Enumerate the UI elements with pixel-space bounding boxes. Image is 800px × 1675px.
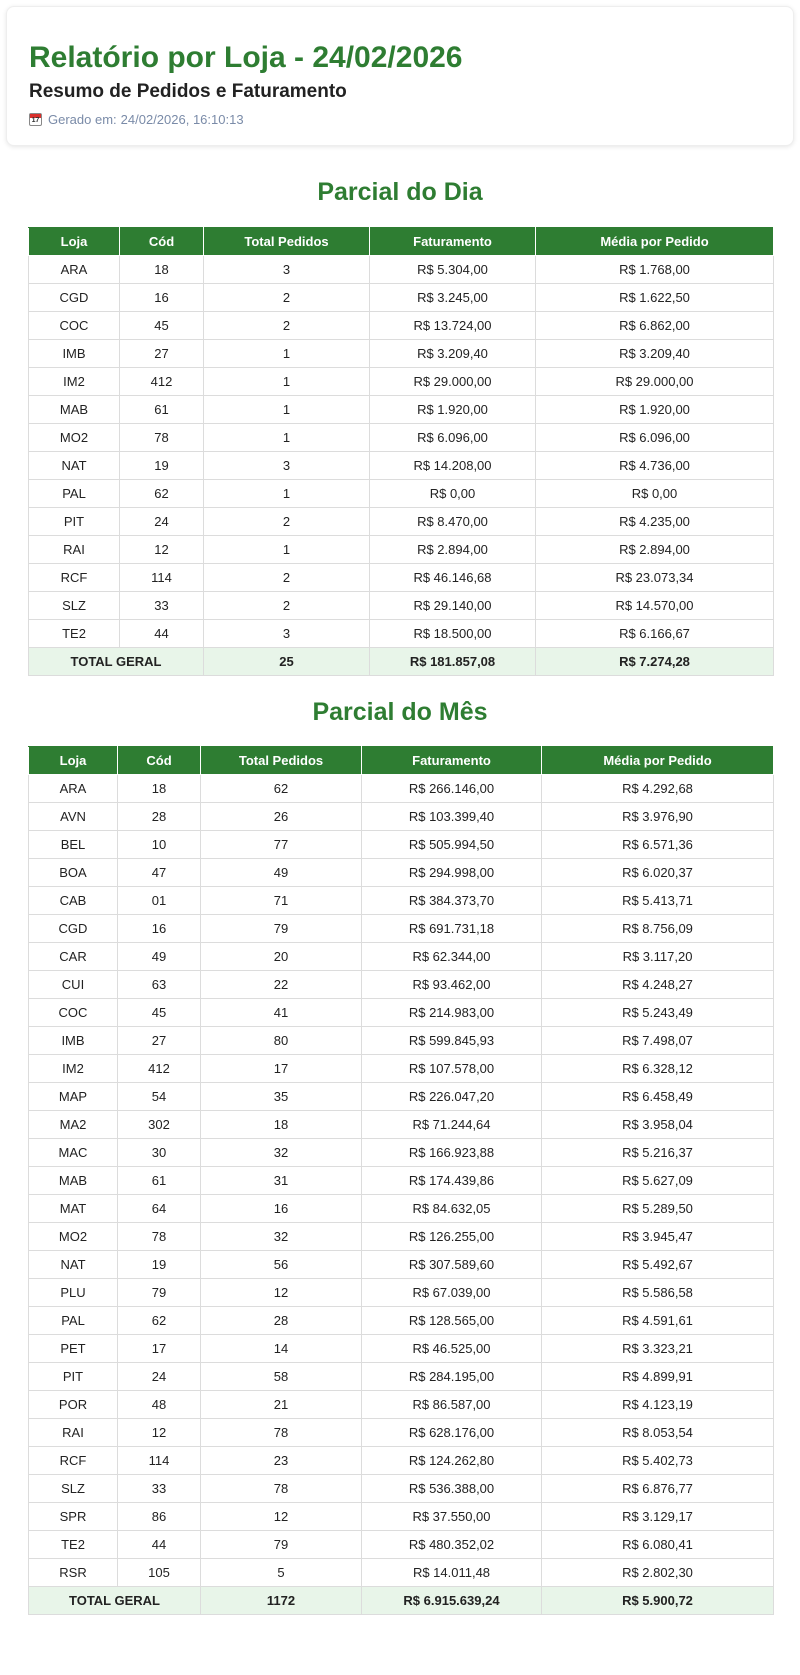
cell-loja: MO2 — [29, 1223, 118, 1251]
table-row — [29, 1531, 774, 1559]
daily-table-body — [29, 256, 774, 648]
col-total-pedidos: Total Pedidos — [201, 747, 362, 775]
cell-media-pedido: R$ 3.958,04 — [542, 1111, 774, 1139]
cell-total-pedidos: 32 — [201, 1223, 362, 1251]
cell-faturamento: R$ 8.470,00 — [370, 508, 536, 536]
cell-loja: BOA — [29, 859, 118, 887]
cell-media-pedido: R$ 5.216,37 — [542, 1139, 774, 1167]
cell-media-pedido: R$ 5.402,73 — [542, 1447, 774, 1475]
cell-media-pedido: R$ 3.945,47 — [542, 1223, 774, 1251]
cell-loja: NAT — [29, 452, 120, 480]
cell-faturamento: R$ 124.262,80 — [362, 1447, 542, 1475]
cell-loja: IMB — [29, 1027, 118, 1055]
cell-faturamento: R$ 505.994,50 — [362, 831, 542, 859]
cell-loja: BEL — [29, 831, 118, 859]
total-pedidos: 1172 — [201, 1587, 362, 1615]
report-header — [6, 6, 794, 146]
cell-media-pedido: R$ 4.899,91 — [542, 1363, 774, 1391]
cell-loja: MA2 — [29, 1111, 118, 1139]
cell-loja: SLZ — [29, 592, 120, 620]
cell-media-pedido: R$ 4.736,00 — [536, 452, 774, 480]
cell-loja: CGD — [29, 284, 120, 312]
cell-cod: 78 — [120, 424, 204, 452]
cell-cod: 62 — [120, 480, 204, 508]
cell-faturamento: R$ 18.500,00 — [370, 620, 536, 648]
cell-media-pedido: R$ 23.073,34 — [536, 564, 774, 592]
monthly-total-row — [29, 1587, 774, 1615]
cell-total-pedidos: 1 — [204, 424, 370, 452]
cell-media-pedido: R$ 5.413,71 — [542, 887, 774, 915]
cell-total-pedidos: 23 — [201, 1447, 362, 1475]
cell-faturamento: R$ 14.208,00 — [370, 452, 536, 480]
cell-loja: CUI — [29, 971, 118, 999]
table-row — [29, 592, 774, 620]
table-row — [29, 1419, 774, 1447]
cell-loja: PIT — [29, 508, 120, 536]
table-row — [29, 1223, 774, 1251]
cell-loja: IM2 — [29, 368, 120, 396]
cell-cod: 24 — [118, 1363, 201, 1391]
cell-faturamento: R$ 107.578,00 — [362, 1055, 542, 1083]
cell-media-pedido: R$ 4.248,27 — [542, 971, 774, 999]
cell-faturamento: R$ 46.146,68 — [370, 564, 536, 592]
cell-cod: 30 — [118, 1139, 201, 1167]
table-row — [29, 368, 774, 396]
cell-total-pedidos: 28 — [201, 1307, 362, 1335]
cell-faturamento: R$ 6.096,00 — [370, 424, 536, 452]
cell-loja: PAL — [29, 480, 120, 508]
total-pedidos: 25 — [204, 648, 370, 676]
cell-total-pedidos: 2 — [204, 284, 370, 312]
table-row — [29, 915, 774, 943]
cell-cod: 12 — [118, 1419, 201, 1447]
cell-faturamento: R$ 284.195,00 — [362, 1363, 542, 1391]
table-row — [29, 424, 774, 452]
cell-faturamento: R$ 294.998,00 — [362, 859, 542, 887]
cell-faturamento: R$ 71.244,64 — [362, 1111, 542, 1139]
col-loja: Loja — [29, 228, 120, 256]
cell-faturamento: R$ 86.587,00 — [362, 1391, 542, 1419]
daily-section-title: Parcial do Dia — [317, 178, 483, 206]
total-label: TOTAL GERAL — [29, 648, 204, 676]
table-row — [29, 340, 774, 368]
table-row — [29, 536, 774, 564]
col-faturamento: Faturamento — [362, 747, 542, 775]
table-row — [29, 999, 774, 1027]
cell-total-pedidos: 41 — [201, 999, 362, 1027]
cell-total-pedidos: 31 — [201, 1167, 362, 1195]
cell-faturamento: R$ 0,00 — [370, 480, 536, 508]
table-row — [29, 1167, 774, 1195]
daily-table — [28, 227, 774, 676]
cell-total-pedidos: 80 — [201, 1027, 362, 1055]
table-row — [29, 1279, 774, 1307]
cell-loja: CAB — [29, 887, 118, 915]
cell-total-pedidos: 77 — [201, 831, 362, 859]
cell-media-pedido: R$ 4.591,61 — [542, 1307, 774, 1335]
table-row — [29, 284, 774, 312]
cell-total-pedidos: 49 — [201, 859, 362, 887]
monthly-table-body — [29, 775, 774, 1587]
cell-loja: POR — [29, 1391, 118, 1419]
cell-total-pedidos: 3 — [204, 256, 370, 284]
cell-loja: NAT — [29, 1251, 118, 1279]
cell-loja: TE2 — [29, 620, 120, 648]
cell-cod: 114 — [118, 1447, 201, 1475]
cell-cod: 86 — [118, 1503, 201, 1531]
cell-cod: 24 — [120, 508, 204, 536]
cell-cod: 17 — [118, 1335, 201, 1363]
cell-loja: RCF — [29, 564, 120, 592]
cell-cod: 63 — [118, 971, 201, 999]
cell-faturamento: R$ 2.894,00 — [370, 536, 536, 564]
cell-cod: 18 — [118, 775, 201, 803]
cell-faturamento: R$ 29.140,00 — [370, 592, 536, 620]
cell-loja: MAP — [29, 1083, 118, 1111]
cell-loja: PAL — [29, 1307, 118, 1335]
cell-media-pedido: R$ 6.020,37 — [542, 859, 774, 887]
cell-total-pedidos: 56 — [201, 1251, 362, 1279]
cell-cod: 27 — [118, 1027, 201, 1055]
table-row — [29, 803, 774, 831]
cell-loja: IMB — [29, 340, 120, 368]
cell-loja: MO2 — [29, 424, 120, 452]
cell-media-pedido: R$ 1.920,00 — [536, 396, 774, 424]
col-total-pedidos: Total Pedidos — [204, 228, 370, 256]
cell-cod: 16 — [118, 915, 201, 943]
cell-media-pedido: R$ 6.458,49 — [542, 1083, 774, 1111]
table-row — [29, 1055, 774, 1083]
cell-loja: COC — [29, 999, 118, 1027]
daily-total-row — [29, 648, 774, 676]
table-row — [29, 859, 774, 887]
cell-total-pedidos: 16 — [201, 1195, 362, 1223]
monthly-section-title: Parcial do Mês — [312, 698, 488, 726]
cell-media-pedido: R$ 5.492,67 — [542, 1251, 774, 1279]
cell-media-pedido: R$ 6.571,36 — [542, 831, 774, 859]
total-label: TOTAL GERAL — [29, 1587, 201, 1615]
total-faturamento: R$ 181.857,08 — [370, 648, 536, 676]
cell-total-pedidos: 17 — [201, 1055, 362, 1083]
cell-total-pedidos: 12 — [201, 1279, 362, 1307]
col-media-pedido: Média por Pedido — [536, 228, 774, 256]
cell-media-pedido: R$ 6.166,67 — [536, 620, 774, 648]
col-cod: Cód — [120, 228, 204, 256]
cell-loja: MAB — [29, 1167, 118, 1195]
cell-cod: 114 — [120, 564, 204, 592]
cell-cod: 49 — [118, 943, 201, 971]
cell-loja: CGD — [29, 915, 118, 943]
cell-faturamento: R$ 691.731,18 — [362, 915, 542, 943]
cell-faturamento: R$ 103.399,40 — [362, 803, 542, 831]
table-row — [29, 1139, 774, 1167]
cell-total-pedidos: 1 — [204, 340, 370, 368]
cell-loja: COC — [29, 312, 120, 340]
table-row — [29, 480, 774, 508]
table-row — [29, 1447, 774, 1475]
cell-faturamento: R$ 3.245,00 — [370, 284, 536, 312]
cell-cod: 10 — [118, 831, 201, 859]
cell-loja: SPR — [29, 1503, 118, 1531]
cell-cod: 27 — [120, 340, 204, 368]
cell-total-pedidos: 58 — [201, 1363, 362, 1391]
cell-media-pedido: R$ 29.000,00 — [536, 368, 774, 396]
table-row — [29, 1363, 774, 1391]
cell-total-pedidos: 18 — [201, 1111, 362, 1139]
cell-media-pedido: R$ 5.627,09 — [542, 1167, 774, 1195]
cell-faturamento: R$ 29.000,00 — [370, 368, 536, 396]
table-row — [29, 508, 774, 536]
table-row — [29, 1195, 774, 1223]
cell-total-pedidos: 1 — [204, 396, 370, 424]
cell-loja: RCF — [29, 1447, 118, 1475]
cell-media-pedido: R$ 3.129,17 — [542, 1503, 774, 1531]
table-row — [29, 1475, 774, 1503]
cell-total-pedidos: 2 — [204, 564, 370, 592]
cell-loja: CAR — [29, 943, 118, 971]
generated-label: Gerado em: — [48, 112, 117, 127]
cell-faturamento: R$ 37.550,00 — [362, 1503, 542, 1531]
cell-total-pedidos: 35 — [201, 1083, 362, 1111]
cell-cod: 47 — [118, 859, 201, 887]
cell-total-pedidos: 20 — [201, 943, 362, 971]
cell-loja: RAI — [29, 1419, 118, 1447]
cell-loja: MAC — [29, 1139, 118, 1167]
cell-total-pedidos: 62 — [201, 775, 362, 803]
cell-cod: 16 — [120, 284, 204, 312]
cell-cod: 44 — [120, 620, 204, 648]
cell-faturamento: R$ 266.146,00 — [362, 775, 542, 803]
cell-faturamento: R$ 128.565,00 — [362, 1307, 542, 1335]
table-row — [29, 1083, 774, 1111]
total-media: R$ 5.900,72 — [542, 1587, 774, 1615]
cell-cod: 18 — [120, 256, 204, 284]
cell-loja: ARA — [29, 256, 120, 284]
cell-cod: 45 — [120, 312, 204, 340]
cell-total-pedidos: 79 — [201, 915, 362, 943]
cell-loja: IM2 — [29, 1055, 118, 1083]
table-row — [29, 887, 774, 915]
cell-loja: RAI — [29, 536, 120, 564]
cell-cod: 64 — [118, 1195, 201, 1223]
cell-cod: 45 — [118, 999, 201, 1027]
cell-total-pedidos: 3 — [204, 452, 370, 480]
cell-total-pedidos: 3 — [204, 620, 370, 648]
table-row — [29, 943, 774, 971]
cell-faturamento: R$ 14.011,48 — [362, 1559, 542, 1587]
cell-faturamento: R$ 307.589,60 — [362, 1251, 542, 1279]
cell-media-pedido: R$ 8.053,54 — [542, 1419, 774, 1447]
cell-faturamento: R$ 384.373,70 — [362, 887, 542, 915]
cell-cod: 412 — [120, 368, 204, 396]
cell-loja: RSR — [29, 1559, 118, 1587]
cell-media-pedido: R$ 5.289,50 — [542, 1195, 774, 1223]
table-row — [29, 1307, 774, 1335]
table-row — [29, 1391, 774, 1419]
cell-faturamento: R$ 3.209,40 — [370, 340, 536, 368]
cell-cod: 412 — [118, 1055, 201, 1083]
cell-media-pedido: R$ 6.876,77 — [542, 1475, 774, 1503]
table-row — [29, 256, 774, 284]
cell-media-pedido: R$ 3.117,20 — [542, 943, 774, 971]
cell-cod: 33 — [118, 1475, 201, 1503]
cell-total-pedidos: 21 — [201, 1391, 362, 1419]
cell-cod: 61 — [118, 1167, 201, 1195]
cell-faturamento: R$ 536.388,00 — [362, 1475, 542, 1503]
cell-total-pedidos: 2 — [204, 508, 370, 536]
cell-total-pedidos: 5 — [201, 1559, 362, 1587]
cell-media-pedido: R$ 3.323,21 — [542, 1335, 774, 1363]
cell-cod: 01 — [118, 887, 201, 915]
cell-loja: PLU — [29, 1279, 118, 1307]
cell-cod: 33 — [120, 592, 204, 620]
cell-cod: 19 — [120, 452, 204, 480]
cell-loja: ARA — [29, 775, 118, 803]
cell-cod: 79 — [118, 1279, 201, 1307]
cell-total-pedidos: 78 — [201, 1419, 362, 1447]
cell-total-pedidos: 1 — [204, 480, 370, 508]
generated-value: 24/02/2026, 16:10:13 — [120, 112, 244, 127]
cell-faturamento: R$ 46.525,00 — [362, 1335, 542, 1363]
cell-cod: 48 — [118, 1391, 201, 1419]
cell-loja: MAT — [29, 1195, 118, 1223]
cell-total-pedidos: 22 — [201, 971, 362, 999]
cell-cod: 105 — [118, 1559, 201, 1587]
table-row — [29, 1335, 774, 1363]
cell-media-pedido: R$ 0,00 — [536, 480, 774, 508]
table-row — [29, 620, 774, 648]
cell-total-pedidos: 14 — [201, 1335, 362, 1363]
cell-media-pedido: R$ 2.802,30 — [542, 1559, 774, 1587]
daily-table-header — [29, 228, 774, 256]
cell-loja: AVN — [29, 803, 118, 831]
cell-cod: 78 — [118, 1223, 201, 1251]
cell-media-pedido: R$ 4.292,68 — [542, 775, 774, 803]
col-loja: Loja — [29, 747, 118, 775]
cell-loja: PIT — [29, 1363, 118, 1391]
cell-faturamento: R$ 93.462,00 — [362, 971, 542, 999]
cell-total-pedidos: 26 — [201, 803, 362, 831]
cell-faturamento: R$ 174.439,86 — [362, 1167, 542, 1195]
cell-media-pedido: R$ 6.862,00 — [536, 312, 774, 340]
cell-total-pedidos: 79 — [201, 1531, 362, 1559]
cell-cod: 62 — [118, 1307, 201, 1335]
cell-cod: 19 — [118, 1251, 201, 1279]
cell-media-pedido: R$ 7.498,07 — [542, 1027, 774, 1055]
table-row — [29, 831, 774, 859]
cell-media-pedido: R$ 1.622,50 — [536, 284, 774, 312]
cell-media-pedido: R$ 5.243,49 — [542, 999, 774, 1027]
cell-cod: 54 — [118, 1083, 201, 1111]
cell-media-pedido: R$ 5.586,58 — [542, 1279, 774, 1307]
cell-media-pedido: R$ 2.894,00 — [536, 536, 774, 564]
page-subtitle: Resumo de Pedidos e Faturamento — [29, 81, 347, 102]
cell-faturamento: R$ 628.176,00 — [362, 1419, 542, 1447]
total-media: R$ 7.274,28 — [536, 648, 774, 676]
cell-loja: MAB — [29, 396, 120, 424]
table-row — [29, 775, 774, 803]
cell-media-pedido: R$ 6.080,41 — [542, 1531, 774, 1559]
cell-media-pedido: R$ 3.976,90 — [542, 803, 774, 831]
table-row — [29, 1111, 774, 1139]
table-row — [29, 1503, 774, 1531]
cell-faturamento: R$ 67.039,00 — [362, 1279, 542, 1307]
cell-total-pedidos: 1 — [204, 536, 370, 564]
cell-faturamento: R$ 13.724,00 — [370, 312, 536, 340]
cell-total-pedidos: 32 — [201, 1139, 362, 1167]
cell-loja: PET — [29, 1335, 118, 1363]
table-row — [29, 1027, 774, 1055]
calendar-icon — [29, 113, 42, 126]
cell-loja: SLZ — [29, 1475, 118, 1503]
cell-faturamento: R$ 62.344,00 — [362, 943, 542, 971]
table-row — [29, 312, 774, 340]
cell-cod: 302 — [118, 1111, 201, 1139]
table-row — [29, 564, 774, 592]
cell-total-pedidos: 2 — [204, 312, 370, 340]
cell-total-pedidos: 78 — [201, 1475, 362, 1503]
table-row — [29, 971, 774, 999]
cell-faturamento: R$ 166.923,88 — [362, 1139, 542, 1167]
cell-cod: 28 — [118, 803, 201, 831]
table-row — [29, 452, 774, 480]
cell-faturamento: R$ 599.845,93 — [362, 1027, 542, 1055]
cell-faturamento: R$ 480.352,02 — [362, 1531, 542, 1559]
cell-faturamento: R$ 226.047,20 — [362, 1083, 542, 1111]
table-row — [29, 396, 774, 424]
cell-total-pedidos: 12 — [201, 1503, 362, 1531]
col-faturamento: Faturamento — [370, 228, 536, 256]
monthly-table-header — [29, 747, 774, 775]
cell-total-pedidos: 1 — [204, 368, 370, 396]
cell-faturamento: R$ 84.632,05 — [362, 1195, 542, 1223]
cell-total-pedidos: 71 — [201, 887, 362, 915]
cell-media-pedido: R$ 14.570,00 — [536, 592, 774, 620]
cell-loja: TE2 — [29, 1531, 118, 1559]
cell-media-pedido: R$ 3.209,40 — [536, 340, 774, 368]
cell-media-pedido: R$ 1.768,00 — [536, 256, 774, 284]
cell-media-pedido: R$ 6.096,00 — [536, 424, 774, 452]
col-cod: Cód — [118, 747, 201, 775]
cell-media-pedido: R$ 8.756,09 — [542, 915, 774, 943]
cell-cod: 61 — [120, 396, 204, 424]
page-title: Relatório por Loja - 24/02/2026 — [29, 41, 463, 74]
table-row — [29, 1559, 774, 1587]
cell-total-pedidos: 2 — [204, 592, 370, 620]
monthly-table — [28, 746, 774, 1615]
generated-timestamp — [29, 113, 244, 126]
total-faturamento: R$ 6.915.639,24 — [362, 1587, 542, 1615]
cell-faturamento: R$ 5.304,00 — [370, 256, 536, 284]
cell-faturamento: R$ 126.255,00 — [362, 1223, 542, 1251]
cell-cod: 44 — [118, 1531, 201, 1559]
cell-media-pedido: R$ 4.235,00 — [536, 508, 774, 536]
cell-media-pedido: R$ 6.328,12 — [542, 1055, 774, 1083]
cell-faturamento: R$ 1.920,00 — [370, 396, 536, 424]
cell-media-pedido: R$ 4.123,19 — [542, 1391, 774, 1419]
cell-cod: 12 — [120, 536, 204, 564]
col-media-pedido: Média por Pedido — [542, 747, 774, 775]
cell-faturamento: R$ 214.983,00 — [362, 999, 542, 1027]
table-row — [29, 1251, 774, 1279]
